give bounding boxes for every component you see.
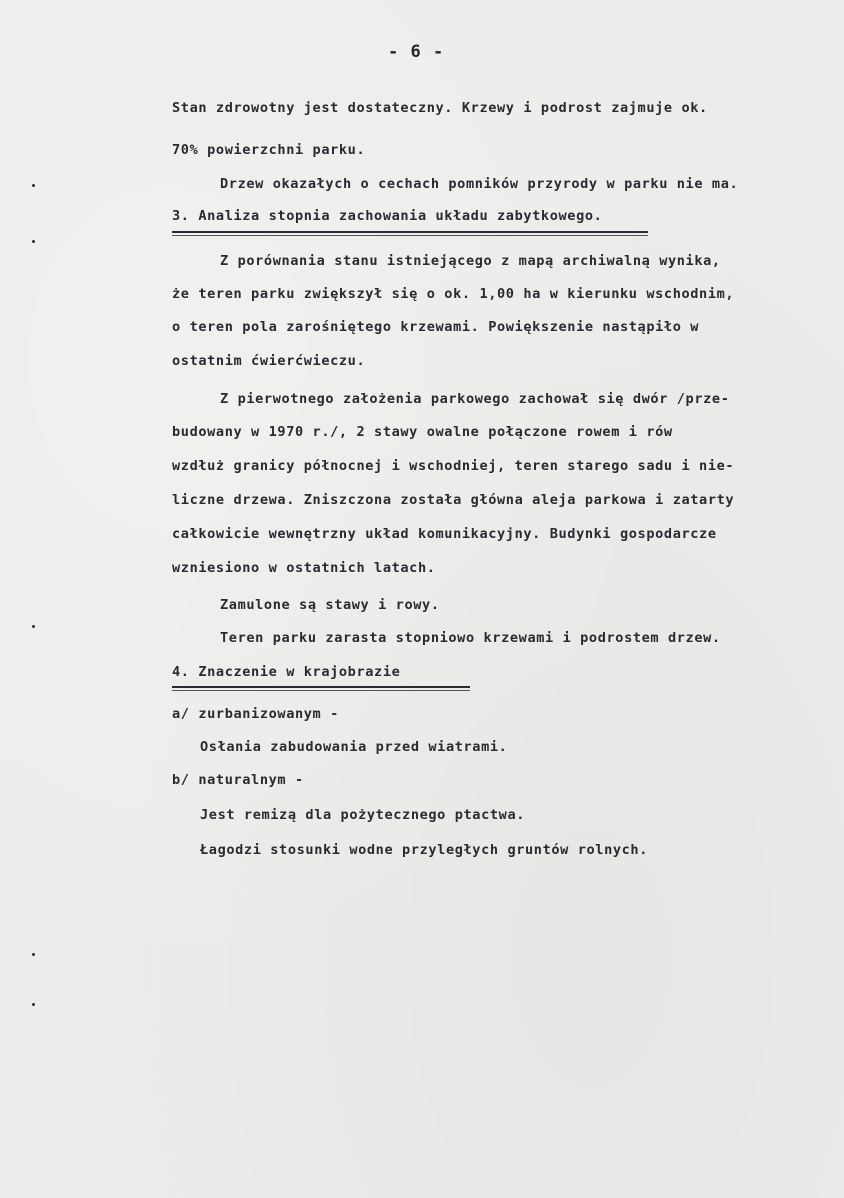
text-line: że teren parku zwiększył się o ok. 1,00 ha w kierunku wschodnim,: [172, 286, 735, 302]
text-line: wzniesiono w ostatnich latach.: [172, 560, 436, 576]
punch-hole-mark: [32, 953, 35, 956]
text-line: 70% powierzchni parku.: [172, 142, 366, 158]
section-4-underline: [172, 686, 470, 688]
punch-hole-mark: [32, 625, 35, 628]
text-line: Stan zdrowotny jest dostateczny. Krzewy i podrost zajmuje ok.: [172, 100, 708, 116]
list-item-text: Osłania zabudowania przed wiatrami.: [200, 739, 508, 755]
text-line: Zamulone są stawy i rowy.: [220, 597, 440, 613]
text-line: o teren pola zarośniętego krzewami. Powiększenie nastąpiło w: [172, 319, 700, 335]
text-line: Z porównania stanu istniejącego z mapą archiwalną wynika,: [220, 253, 721, 269]
text-line: całkowicie wewnętrzny układ komunikacyjny. Budynki gospodarcze: [172, 526, 717, 542]
text-line: liczne drzewa. Zniszczona została główna aleja parkowa i zatarty: [172, 492, 735, 508]
text-line: Teren parku zarasta stopniowo krzewami i podrostem drzew.: [220, 630, 721, 646]
list-item-text: Łagodzi stosunki wodne przyległych gruntów rolnych.: [200, 842, 648, 858]
section-4-heading: 4. Znaczenie w krajobrazie: [172, 664, 401, 680]
punch-hole-mark: [32, 240, 35, 243]
text-line: ostatnim ćwierćwieczu.: [172, 353, 366, 369]
section-3-heading: 3. Analiza stopnia zachowania układu zabytkowego.: [172, 208, 603, 224]
text-line: budowany w 1970 r./, 2 stawy owalne połączone rowem i rów: [172, 424, 673, 440]
section-4-underline: [172, 690, 470, 691]
text-line: Drzew okazałych o cechach pomników przyrody w parku nie ma.: [220, 176, 739, 192]
list-item-text: Jest remizą dla pożytecznego ptactwa.: [200, 807, 526, 823]
text-line: Z pierwotnego założenia parkowego zachował się dwór /prze-: [220, 391, 730, 407]
punch-hole-mark: [32, 184, 35, 187]
page-number: - 6 -: [388, 42, 445, 62]
list-item-label: b/ naturalnym -: [172, 772, 304, 788]
list-item-label: a/ zurbanizowanym -: [172, 706, 339, 722]
text-line: wzdłuż granicy północnej i wschodniej, teren starego sadu i nie-: [172, 458, 735, 474]
punch-hole-mark: [32, 1003, 35, 1006]
section-3-underline: [172, 235, 648, 236]
section-3-underline: [172, 231, 648, 233]
